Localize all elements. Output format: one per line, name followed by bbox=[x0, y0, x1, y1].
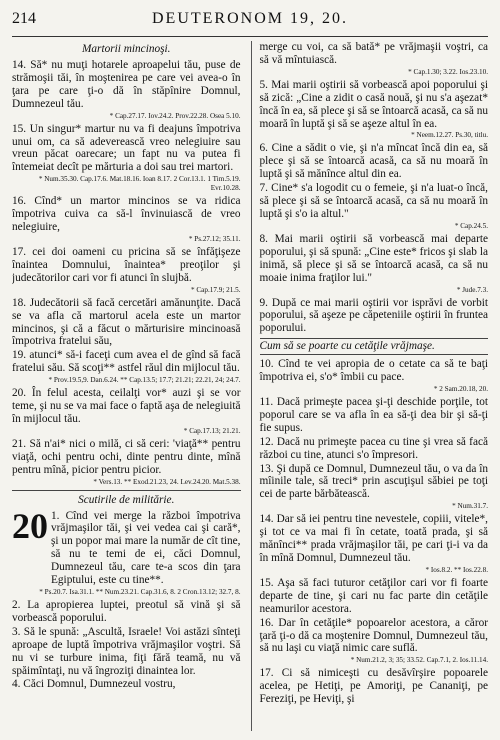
left-verses-2 bbox=[12, 588, 241, 691]
verse: 15. Un singur* martur nu va fi deajuns împotriva unui om, ca să adeverească vreo nelegiuire sau vreun păcat oarecare; un fapt nu va putea fi întemeiat decît pe mărturia a doi sau trei martori. bbox=[12, 122, 241, 174]
verse: 6. Cine a sădit o vie, şi n'a mîncat încă din ea, să plece şi să se întoarcă acasă, ca să nu moară în luptă şi să mănînce altul din ea. bbox=[259, 142, 488, 181]
left-verses bbox=[12, 59, 241, 487]
right-column bbox=[251, 41, 489, 731]
section-title-military-exemptions: Scutirile de militărie. bbox=[78, 493, 175, 506]
page-title: DEUTERONOM 19, 20. bbox=[152, 10, 348, 27]
page-header bbox=[12, 10, 488, 37]
cross-reference: * Cap.17.9; 21.5. bbox=[190, 285, 241, 294]
verse: 10. Cînd te vei apropia de o cetate ca să te baţi împotriva ei, s'o* îmbii cu pace. bbox=[259, 358, 488, 384]
verse: 12. Dacă nu primeşte pacea cu tine şi vrea să facă război cu tine, atunci s'o împresori. bbox=[259, 435, 488, 461]
right-verses-2 bbox=[260, 358, 489, 706]
verse: 2. La apropierea luptei, preotul să vină şi să vorbească poporului. bbox=[12, 599, 241, 624]
chapter-start bbox=[12, 505, 241, 588]
verse: 7. Cine* s'a logodit cu o femeie, şi n'a luat-o încă, să plece şi să se întoarcă acasă, ca să nu moară în luptă şi s'o ia altul." bbox=[259, 182, 488, 220]
verse: 17. Ci să nimiceşti cu desăvîrşire popoarele acelea, pe Hetiţi, pe Amoriţi, pe Cananiţi, pe Fereziţi, pe Heviţi, şi bbox=[259, 667, 488, 706]
verse: 21. Să n'ai* nici o milă, ci să ceri: 'viaţă** pentru viaţă, ochi pentru ochi, dinte pentru dinte, mînă pentru mînă, picior pentru picior. bbox=[12, 437, 241, 476]
cross-reference: * Num.31.7. bbox=[452, 502, 488, 511]
cross-reference: * Cap.24.5. bbox=[454, 221, 488, 230]
chapter-first-verse bbox=[51, 510, 241, 588]
cross-reference: * Cap.17.13; 21.21. bbox=[183, 426, 241, 435]
verse: 18. Judecătorii să facă cercetări amănunţite. Dacă se va afla că martorul acela este un martor mincinos, şi că a făcut o mărturisire mincinoasă împotriva fratelui său, bbox=[12, 296, 241, 348]
verse: 15. Aşa să faci tuturor cetăţilor cari vor fi foarte departe de tine, şi cari nu fac parte din cetăţile neamurilor acestora. bbox=[259, 576, 488, 615]
verse: 11. Dacă primeşte pacea şi-ţi deschide porţile, tot poporul care se va afla în ea să-ţi dea bir şi să-ţi fie supus. bbox=[259, 396, 488, 434]
cross-reference: * Ios.8.2. ** Ios.22.8. bbox=[425, 565, 488, 574]
verse: 4. Căci Domnul, Dumnezeul vostru, bbox=[12, 678, 176, 691]
cross-reference: * Cap.1.30; 3.22. Ios.23.10. bbox=[408, 67, 488, 76]
page-number: 214 bbox=[12, 10, 36, 27]
cross-reference: * Neem.12.27. Ps.30, titlu. bbox=[411, 131, 488, 140]
text-columns bbox=[12, 41, 488, 731]
verse: 9. După ce mai marii oştirii vor isprăvi de vorbit poporului, să aşeze pe căpeteniile oştirii în fruntea poporului. bbox=[259, 296, 488, 335]
chapter-number: 20 bbox=[12, 505, 48, 546]
verse: 16. Dar în cetăţile* popoarelor acestora, a căror ţară ţi-o dă ca moştenire Domnul, Dumnezeul tău, să nu laşi cu viaţă nimic care suflă. bbox=[259, 616, 488, 655]
verse: 16. Cînd* un martor mincinos se va ridica împotriva cuiva ca să-l învinuiască de vreo nelegiuire, bbox=[12, 195, 241, 234]
verse: 1. Cînd vei merge la război împotriva vrăjmaşilor tăi, şi vei vedea cai şi cară*, şi un popor mai mare la număr de cît tine, să nu te temi de ei, căci Domnul, Dumnezeul tău, care te-a scos din ţara Egiptului, este cu tine**. bbox=[51, 509, 241, 587]
cross-reference: * Vers.13. ** Exod.21.23, 24. Lev.24.20. Mat.5.38. bbox=[93, 477, 241, 486]
section-divider bbox=[12, 490, 241, 491]
verse: 14. Să* nu muţi hotarele aproapelui tău, puse de strămoşii tăi, în moştenirea pe care vei avea-o în ţara pe care ţi-o dă în stăpînire Domnul, Dumnezeul tău. bbox=[12, 59, 241, 110]
left-column bbox=[12, 41, 241, 731]
cross-reference: * Num.21.2, 3; 35; 33.52. Cap.7.1, 2. Ios.11.14. bbox=[350, 656, 488, 665]
right-verses bbox=[260, 41, 489, 335]
cross-reference: * Prov.19.5,9. Dan.6.24. ** Cap.13.5; 17.7; 21.21; 22.21, 24; 24.7. bbox=[48, 376, 241, 385]
verse: 19. atunci* să-i faceţi cum avea el de gînd să facă fratelui său. Să scoţi** astfel răul din mijlocul tău. bbox=[12, 349, 241, 375]
verse: 20. În felul acesta, ceilalţi vor* auzi şi se vor teme, şi nu se va mai face o faptă aşa de nelegiuită în mijlocul tău. bbox=[12, 387, 241, 425]
cross-reference: * Ps.27.12; 35.11. bbox=[188, 234, 241, 243]
verse: 14. Dar să iei pentru tine nevestele, copiii, vitele*, şi tot ce va mai fi în cetate, toată prada, şi să mănînci** prada vrăjmaşilor tăi, pe cari ţi-i va da în mînă Domnul, Dumnezeul tău. bbox=[259, 513, 488, 564]
verse: 5. Mai marii oştirii să vorbească apoi poporului şi să zică: „Cine a zidit o casă nouă, şi nu s'a aşezat* încă în ea, să plece şi să se întoarcă acasă, ca să nu moară în luptă şi să se aşeze altul în ea. bbox=[259, 78, 488, 130]
verse: 8. Mai marii oştirii să vorbească mai departe poporului, şi să spună: „Cine este* fricos şi slab la inimă, să plece şi să se întoarcă acasă, ca să nu moaie inima fraţilor lui." bbox=[259, 232, 488, 284]
verse: 3. Să le spună: „Ascultă, Israele! Voi astăzi sînteţi aproape de luptă împotriva vrăjmaşilor voştri. Să nu vi se turbure inima, fiţi fără teamă, nu vă spăimîntaţi, nu vă îngroziţi dinaintea lor. bbox=[12, 625, 241, 677]
cross-reference: * Ps.20.7. Isa.31.1. ** Num.23.21. Cap.31.6, 8. 2 Cron.13.12; 32.7, 8. bbox=[39, 588, 241, 596]
verse: 17. cei doi oameni cu pricina să se înfăţişeze înaintea Domnului, înaintea* preoţilor şi judecătorilor cari vor fi atunci în slujbă. bbox=[12, 245, 241, 284]
verse: merge cu voi, ca să bată* pe vrăjmaşii voştri, ca să vă mîntuiască. bbox=[259, 41, 488, 66]
cross-reference: * Cap.27.17. Iov.24.2. Prov.22.28. Osea 5.10. bbox=[109, 111, 241, 120]
cross-reference: * Num.35.30. Cap.17.6. Mat.18.16. Ioan 8.17. 2 Cor.13.1. 1 Tim.5.19. Evr.10.28. bbox=[38, 175, 241, 193]
section-title-enemy-cities: Cum să se poarte cu cetăţile vrăjmaşe. bbox=[260, 338, 489, 355]
cross-reference: * Jude.7.3. bbox=[456, 285, 488, 294]
verse: 13. Şi după ce Domnul, Dumnezeul tău, o va da în mîinile tale, să treci* prin ascuţişul săbiei pe toţi cei de parte bărbătească. bbox=[259, 462, 488, 501]
section-title-false-witnesses: Martorii mincinoşi. bbox=[82, 43, 171, 55]
cross-reference: * 2 Sam.20.18, 20. bbox=[433, 385, 488, 394]
